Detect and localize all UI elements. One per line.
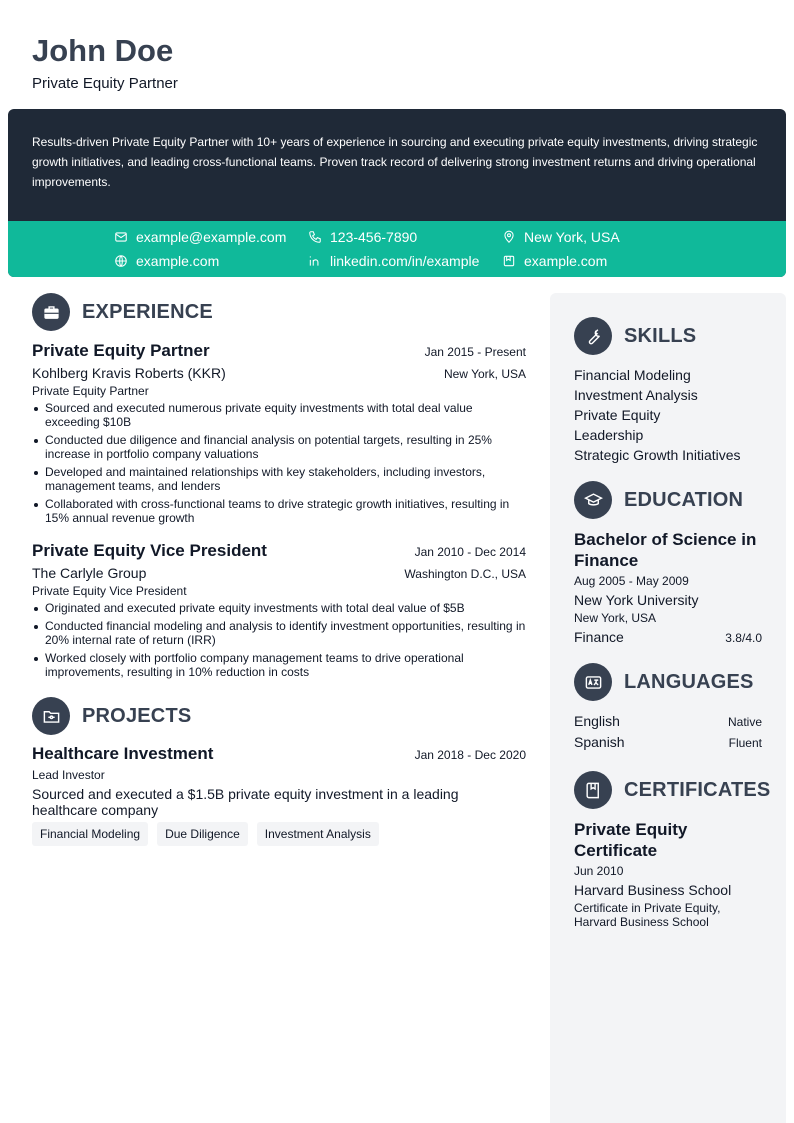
education-location: New York, USA <box>574 611 657 625</box>
job-location: Washington D.C., USA <box>404 567 526 581</box>
job-bullet: Collaborated with cross-functional teams to drive strategic growth initiatives, resulting in 15% annual revenue growth <box>32 497 526 525</box>
mail-icon <box>114 230 128 244</box>
certificate-issuer: Harvard Business School <box>574 882 732 898</box>
job-bullet: Worked closely with portfolio company management teams to drive operational improvements, resulting in 10% reduction in costs <box>32 651 526 679</box>
phone-icon <box>308 230 322 244</box>
education-degree: Bachelor of Science in Finance <box>574 530 757 570</box>
contact-portfolio[interactable] <box>502 253 607 269</box>
job-bullet: Originated and executed private equity investments with total deal value of $5B <box>32 601 526 615</box>
education-gpa: 3.8/4.0 <box>725 631 762 645</box>
globe-icon <box>114 254 128 268</box>
job-bullet: Developed and maintained relationships with key stakeholders, including investors, management teams, and lenders <box>32 465 526 493</box>
candidate-title: Private Equity Partner <box>32 75 178 92</box>
contact-phone-text: 123-456-7890 <box>330 229 418 245</box>
book-icon <box>574 771 612 809</box>
language-level: Fluent <box>728 736 762 750</box>
portfolio-icon <box>502 254 516 268</box>
projects-title: PROJECTS <box>82 704 192 727</box>
job-bullet: Conducted financial modeling and analysis to identify investment opportunities, resulting in 20% internal rate of return (IRR) <box>32 619 526 647</box>
skill-item: Investment Analysis <box>574 387 698 403</box>
job-entry <box>32 341 526 525</box>
job-company: Kohlberg Kravis Roberts (KKR) <box>32 365 226 381</box>
skill-item: Financial Modeling <box>574 367 691 383</box>
contact-website[interactable] <box>114 253 219 269</box>
languages-heading <box>574 663 762 701</box>
languages-list <box>574 711 762 753</box>
contact-email-text: example@example.com <box>136 229 287 245</box>
job-role: Private Equity Partner <box>32 384 149 398</box>
education-heading <box>574 481 762 519</box>
skill-item: Strategic Growth Initiatives <box>574 447 741 463</box>
education-title: EDUCATION <box>624 488 744 511</box>
education-date: Aug 2005 - May 2009 <box>574 574 689 588</box>
project-description: Sourced and executed a $1.5B private equity investment in a leading healthcare company <box>32 786 459 818</box>
certificates-title: CERTIFICATES <box>624 778 771 801</box>
graduation-cap-icon <box>574 481 612 519</box>
summary-panel <box>8 109 786 277</box>
contact-website-text: example.com <box>136 253 220 269</box>
sidebar-column <box>550 293 786 1123</box>
job-entry <box>32 541 526 679</box>
job-date: Jan 2010 - Dec 2014 <box>414 545 526 559</box>
skills-title: SKILLS <box>624 324 697 347</box>
job-bullet: Conducted due diligence and financial analysis on potential targets, resulting in 25% increase in portfolio company valuations <box>32 433 526 461</box>
language-item <box>574 732 762 753</box>
briefcase-icon <box>32 293 70 331</box>
experience-title: EXPERIENCE <box>82 300 213 323</box>
job-title: Private Equity Partner <box>32 341 210 360</box>
skill-item: Private Equity <box>574 407 661 423</box>
job-bullets <box>32 401 526 525</box>
contact-email[interactable] <box>114 229 286 245</box>
skill-item: Leadership <box>574 427 644 443</box>
certificate-date: Jun 2010 <box>574 864 624 878</box>
education-school: New York University <box>574 592 699 608</box>
job-bullets <box>32 601 526 679</box>
job-location: New York, USA <box>443 367 526 381</box>
folder-icon <box>32 697 70 735</box>
linkedin-icon <box>308 254 322 268</box>
certificate-description: Certificate in Private Equity, Harvard Business School <box>574 901 721 929</box>
language-name: English <box>574 713 620 729</box>
certificate-title: Private Equity Certificate <box>574 820 688 860</box>
contact-portfolio-text: example.com <box>524 253 608 269</box>
certificates-heading <box>574 771 771 809</box>
languages-title: LANGUAGES <box>624 670 754 693</box>
job-company: The Carlyle Group <box>32 565 147 581</box>
contact-linkedin[interactable] <box>308 253 479 269</box>
language-level: Native <box>727 715 762 729</box>
skills-list <box>574 365 762 465</box>
projects-heading <box>32 697 526 735</box>
main-column <box>32 293 526 846</box>
job-role: Private Equity Vice President <box>32 584 187 598</box>
wrench-icon <box>574 317 612 355</box>
project-tag: Due Diligence <box>157 822 248 846</box>
project-tags <box>32 822 526 846</box>
project-date: Jan 2018 - Dec 2020 <box>414 748 526 762</box>
language-name: Spanish <box>574 734 625 750</box>
translate-icon <box>574 663 612 701</box>
certificate-entry <box>574 819 762 929</box>
project-tag: Investment Analysis <box>257 822 379 846</box>
contact-phone[interactable] <box>308 229 417 245</box>
contact-location-text: New York, USA <box>524 229 620 245</box>
language-item <box>574 711 762 732</box>
project-tag: Financial Modeling <box>32 822 148 846</box>
contact-location <box>502 229 620 245</box>
education-entry <box>574 529 762 645</box>
project-title: Healthcare Investment <box>32 744 214 763</box>
resume-header <box>32 32 178 92</box>
location-pin-icon <box>502 230 516 244</box>
job-title: Private Equity Vice President <box>32 541 267 560</box>
contact-bar <box>8 221 786 277</box>
contact-linkedin-text: linkedin.com/in/example <box>330 253 480 269</box>
project-role: Lead Investor <box>32 768 105 782</box>
skills-heading <box>574 317 762 355</box>
experience-heading <box>32 293 526 331</box>
candidate-name: John Doe <box>32 33 174 68</box>
education-field: Finance <box>574 629 624 645</box>
job-date: Jan 2015 - Present <box>424 345 526 359</box>
summary-text: Results-driven Private Equity Partner with 10+ years of experience in sourcing and executing private equity investments, driving strategic growth initiatives, and leading cross-functional teams. Proven track record of delivering strong investment returns and driving operational improvements. <box>32 135 758 189</box>
job-bullet: Sourced and executed numerous private equity investments with total deal value exceeding $10B <box>32 401 526 429</box>
project-entry <box>32 744 526 846</box>
